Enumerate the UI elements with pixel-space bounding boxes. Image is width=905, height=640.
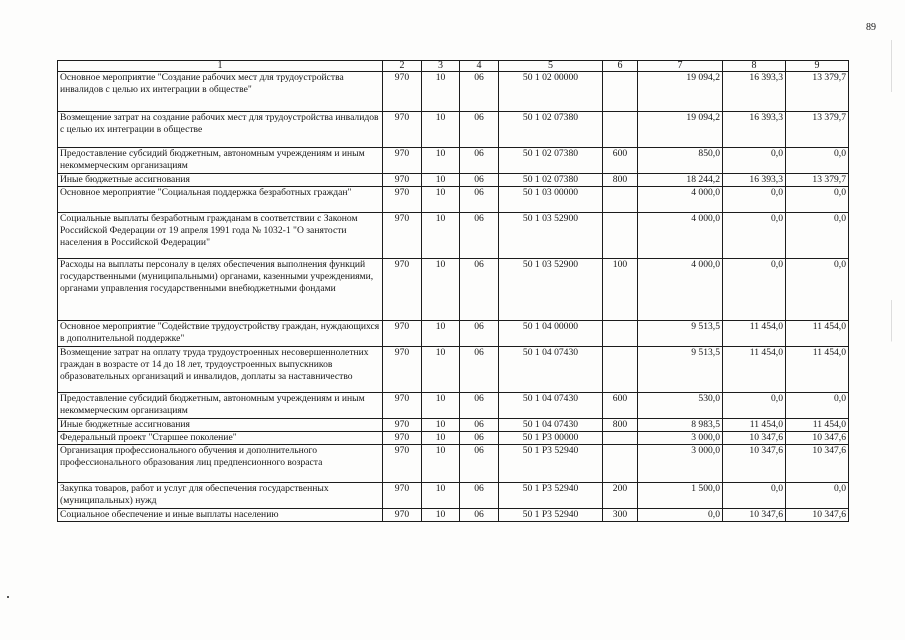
column-header: 4 [460,61,499,72]
column-header: 1 [58,61,383,72]
expense-type-code: 800 [603,174,638,187]
table-row [58,347,849,393]
amount-year-1: 18 244,2 [638,174,723,187]
target-article-code: 50 1 02 07380 [499,174,603,187]
amount-year-3: 10 347,6 [786,432,849,445]
target-article-code: 50 1 P3 00000 [499,432,603,445]
target-article-code: 50 1 04 07430 [499,419,603,432]
expense-type-code: 600 [603,148,638,174]
target-article-code: 50 1 03 52900 [499,213,603,259]
razdel-code: 10 [422,213,460,259]
row-name: Расходы на выплаты персоналу в целях обеспечения выполнения функций государственными (муниципальными) органами, казенными учреждениями, органами управления государственными внебюджетными фондами [58,259,383,321]
expense-type-code [603,321,638,347]
table-row [58,72,849,112]
table-row [58,187,849,213]
glava-code: 970 [383,259,422,321]
amount-year-3: 13 379,7 [786,72,849,112]
razdel-code: 10 [422,432,460,445]
row-name: Предоставление субсидий бюджетным, автономным учреждениям и иным некоммерческим организациям [58,148,383,174]
target-article-code: 50 1 04 07430 [499,347,603,393]
amount-year-1: 4 000,0 [638,259,723,321]
target-article-code: 50 1 P3 52940 [499,509,603,522]
target-article-code: 50 1 02 07380 [499,148,603,174]
podrazdel-code: 06 [460,445,499,483]
expense-type-code [603,213,638,259]
amount-year-2: 16 393,3 [723,72,786,112]
amount-year-1: 3 000,0 [638,432,723,445]
row-name: Организация профессионального обучения и дополнительного профессионального образования лиц предпенсионного возраста [58,445,383,483]
podrazdel-code: 06 [460,187,499,213]
podrazdel-code: 06 [460,483,499,509]
glava-code: 970 [383,347,422,393]
amount-year-3: 0,0 [786,187,849,213]
podrazdel-code: 06 [460,321,499,347]
expense-type-code [603,72,638,112]
table-row [58,419,849,432]
glava-code: 970 [383,483,422,509]
table-row [58,321,849,347]
razdel-code: 10 [422,72,460,112]
amount-year-1: 9 513,5 [638,321,723,347]
amount-year-3: 0,0 [786,213,849,259]
column-header: 9 [786,61,849,72]
amount-year-3: 10 347,6 [786,445,849,483]
glava-code: 970 [383,321,422,347]
amount-year-2: 10 347,6 [723,509,786,522]
amount-year-2: 0,0 [723,148,786,174]
amount-year-3: 0,0 [786,259,849,321]
row-name: Социальное обеспечение и иные выплаты населению [58,509,383,522]
razdel-code: 10 [422,483,460,509]
row-name: Иные бюджетные ассигнования [58,174,383,187]
podrazdel-code: 06 [460,213,499,259]
amount-year-3: 0,0 [786,483,849,509]
podrazdel-code: 06 [460,432,499,445]
podrazdel-code: 06 [460,393,499,419]
amount-year-2: 10 347,6 [723,445,786,483]
glava-code: 970 [383,213,422,259]
column-header: 3 [422,61,460,72]
glava-code: 970 [383,148,422,174]
amount-year-1: 8 983,5 [638,419,723,432]
podrazdel-code: 06 [460,72,499,112]
podrazdel-code: 06 [460,509,499,522]
razdel-code: 10 [422,347,460,393]
amount-year-2: 11 454,0 [723,419,786,432]
razdel-code: 10 [422,259,460,321]
podrazdel-code: 06 [460,347,499,393]
amount-year-2: 0,0 [723,259,786,321]
podrazdel-code: 06 [460,419,499,432]
target-article-code: 50 1 03 00000 [499,187,603,213]
amount-year-2: 0,0 [723,213,786,259]
target-article-code: 50 1 04 00000 [499,321,603,347]
row-name: Основное мероприятие "Содействие трудоустройству граждан, нуждающихся в дополнительной поддержке" [58,321,383,347]
column-header: 7 [638,61,723,72]
expense-type-code [603,112,638,148]
expense-type-code [603,445,638,483]
scan-speck [7,596,9,598]
row-name: Иные бюджетные ассигнования [58,419,383,432]
expense-type-code: 300 [603,509,638,522]
amount-year-3: 13 379,7 [786,174,849,187]
target-article-code: 50 1 02 00000 [499,72,603,112]
row-name: Федеральный проект "Старшее поколение" [58,432,383,445]
amount-year-2: 0,0 [723,483,786,509]
row-name: Закупка товаров, работ и услуг для обеспечения государственных (муниципальных) нужд [58,483,383,509]
amount-year-2: 16 393,3 [723,174,786,187]
expense-type-code [603,347,638,393]
glava-code: 970 [383,187,422,213]
column-header: 8 [723,61,786,72]
podrazdel-code: 06 [460,148,499,174]
amount-year-2: 0,0 [723,187,786,213]
target-article-code: 50 1 02 07380 [499,112,603,148]
glava-code: 970 [383,112,422,148]
target-article-code: 50 1 04 07430 [499,393,603,419]
row-name: Социальные выплаты безработным гражданам в соответствии с Законом Российской Федерации от 19 апреля 1991 года № 1032-1 "О занятости населения в Российской Федерации" [58,213,383,259]
table-row [58,259,849,321]
amount-year-2: 0,0 [723,393,786,419]
column-header: 6 [603,61,638,72]
amount-year-1: 19 094,2 [638,112,723,148]
amount-year-1: 530,0 [638,393,723,419]
expense-type-code: 800 [603,419,638,432]
amount-year-3: 13 379,7 [786,112,849,148]
page-number: 89 [866,22,876,33]
expense-type-code: 200 [603,483,638,509]
razdel-code: 10 [422,112,460,148]
amount-year-3: 10 347,6 [786,509,849,522]
amount-year-3: 11 454,0 [786,347,849,393]
row-name: Предоставление субсидий бюджетным, автономным учреждениям и иным некоммерческим организациям [58,393,383,419]
glava-code: 970 [383,509,422,522]
razdel-code: 10 [422,321,460,347]
table-row [58,445,849,483]
razdel-code: 10 [422,148,460,174]
table-header-row [58,61,849,72]
expense-type-code: 100 [603,259,638,321]
amount-year-1: 4 000,0 [638,187,723,213]
amount-year-3: 0,0 [786,393,849,419]
amount-year-2: 16 393,3 [723,112,786,148]
razdel-code: 10 [422,393,460,419]
glava-code: 970 [383,445,422,483]
podrazdel-code: 06 [460,112,499,148]
table-row [58,483,849,509]
amount-year-2: 11 454,0 [723,347,786,393]
amount-year-1: 19 094,2 [638,72,723,112]
amount-year-1: 0,0 [638,509,723,522]
table-row [58,148,849,174]
row-name: Возмещение затрат на создание рабочих мест для трудоустройства инвалидов с целью их интеграции в обществе [58,112,383,148]
glava-code: 970 [383,419,422,432]
table-row [58,393,849,419]
amount-year-2: 11 454,0 [723,321,786,347]
table-row [58,174,849,187]
table-row [58,112,849,148]
amount-year-1: 3 000,0 [638,445,723,483]
amount-year-3: 11 454,0 [786,419,849,432]
expense-type-code [603,187,638,213]
razdel-code: 10 [422,174,460,187]
target-article-code: 50 1 03 52900 [499,259,603,321]
razdel-code: 10 [422,445,460,483]
glava-code: 970 [383,174,422,187]
amount-year-3: 11 454,0 [786,321,849,347]
expense-type-code: 600 [603,393,638,419]
table-row [58,213,849,259]
budget-table [57,60,849,522]
expense-type-code [603,432,638,445]
row-name: Основное мероприятие "Создание рабочих мест для трудоустройства инвалидов с целью их интеграции в обществе" [58,72,383,112]
amount-year-1: 9 513,5 [638,347,723,393]
amount-year-1: 1 500,0 [638,483,723,509]
amount-year-2: 10 347,6 [723,432,786,445]
razdel-code: 10 [422,187,460,213]
razdel-code: 10 [422,509,460,522]
podrazdel-code: 06 [460,174,499,187]
razdel-code: 10 [422,419,460,432]
amount-year-3: 0,0 [786,148,849,174]
glava-code: 970 [383,393,422,419]
scan-edge [891,40,892,560]
amount-year-1: 850,0 [638,148,723,174]
table-row [58,509,849,522]
target-article-code: 50 1 P3 52940 [499,445,603,483]
target-article-code: 50 1 P3 52940 [499,483,603,509]
table-row [58,432,849,445]
glava-code: 970 [383,72,422,112]
glava-code: 970 [383,432,422,445]
row-name: Возмещение затрат на оплату труда трудоустроенных несовершеннолетних граждан в возрасте от 14 до 18 лет, трудоустроенных выпускников образовательных организаций и инвалидов, доплаты за наставничество [58,347,383,393]
amount-year-1: 4 000,0 [638,213,723,259]
row-name: Основное мероприятие "Социальная поддержка безработных граждан" [58,187,383,213]
podrazdel-code: 06 [460,259,499,321]
column-header: 2 [383,61,422,72]
column-header: 5 [499,61,603,72]
